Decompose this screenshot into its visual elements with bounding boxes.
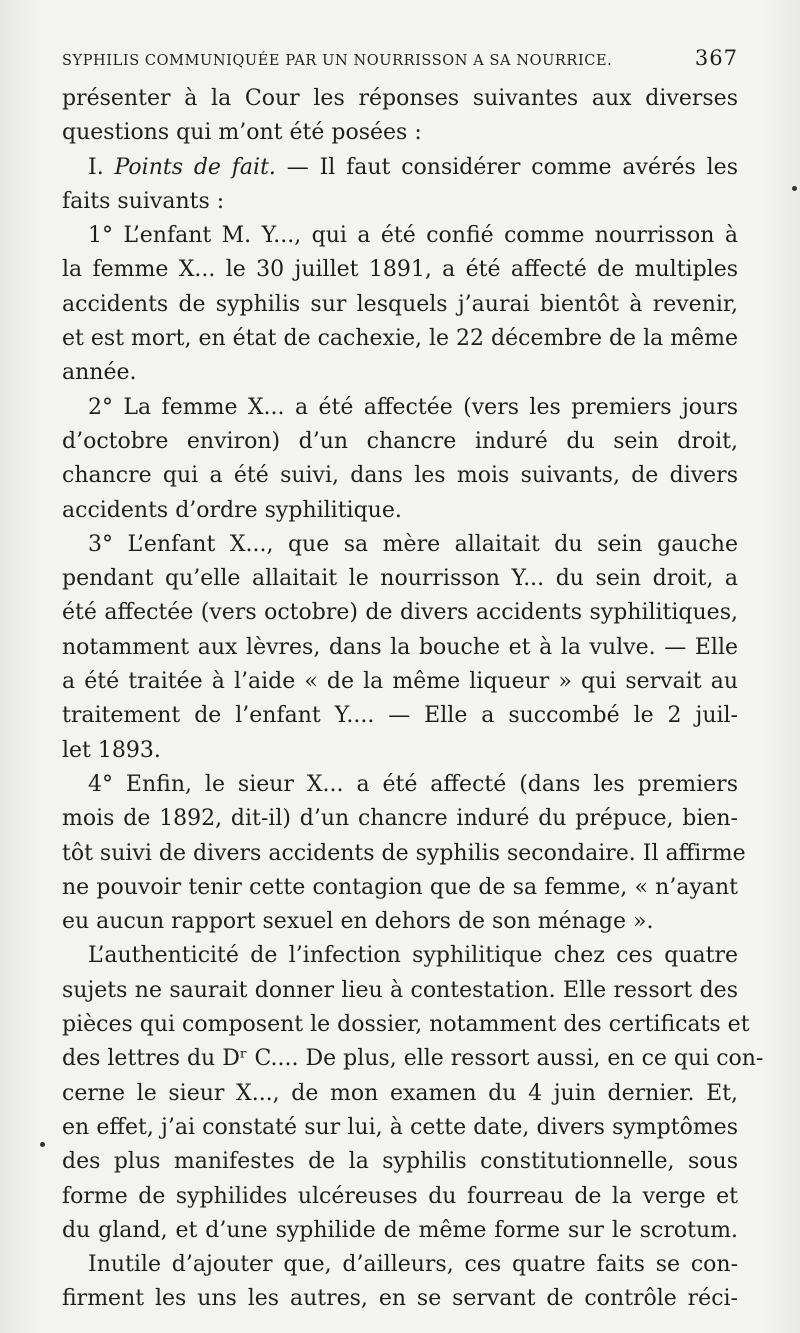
text-line: Inutile d’ajouter que, d’ailleurs, ces quatre faits se con- bbox=[88, 1252, 738, 1278]
text-line: traitement de l’enfant Y.... — Elle a succombé le 2 juil- bbox=[62, 703, 738, 729]
text-line: ne pouvoir tenir cette contagion que de sa femme, « n’ayant bbox=[62, 874, 738, 900]
text-line: du gland, et d’une syphilide de même forme sur le scrotum. bbox=[62, 1217, 738, 1243]
text-line: tôt suivi de divers accidents de syphilis secondaire. Il affirme bbox=[62, 840, 746, 866]
text-line: pièces qui composent le dossier, notamment des certificats et bbox=[62, 1012, 750, 1038]
body-text bbox=[62, 82, 764, 1317]
text-line: 3° L’enfant X..., que sa mère allaitait du sein gauche bbox=[88, 531, 738, 557]
text-line: chancre qui a été suivi, dans les mois suivants, de divers bbox=[62, 463, 738, 489]
text-line: des lettres du Dʳ C.... De plus, elle ressort aussi, en ce qui con- bbox=[62, 1046, 764, 1072]
text-line: L’authenticité de l’infection syphilitique chez ces quatre bbox=[88, 943, 738, 969]
text-line: été affectée (vers octobre) de divers accidents syphilitiques, bbox=[62, 600, 738, 626]
text-line: des plus manifestes de la syphilis constitutionnelle, sous bbox=[62, 1149, 738, 1175]
text-line: 4° Enfin, le sieur X... a été affecté (dans les premiers bbox=[88, 771, 738, 797]
text-line: année. bbox=[62, 360, 137, 386]
margin-mark-left bbox=[40, 1142, 45, 1147]
text-line: accidents d’ordre syphilitique. bbox=[62, 497, 402, 523]
text-line: mois de 1892, dit-il) d’un chancre induré du prépuce, bien- bbox=[62, 806, 738, 832]
text-line: 1° L’enfant M. Y..., qui a été confié comme nourrisson à bbox=[88, 223, 738, 249]
text-line: pendant qu’elle allaitait le nourrisson Y... du sein droit, a bbox=[62, 566, 738, 592]
margin-mark-right bbox=[792, 186, 797, 191]
text-line: firment les uns les autres, en se servant de contrôle réci- bbox=[62, 1286, 738, 1312]
text-line: la femme X... le 30 juillet 1891, a été affecté de multiples bbox=[62, 257, 738, 283]
text-line-suffix: — Il faut considérer comme avérés les bbox=[275, 154, 738, 180]
text-line: faits suivants : bbox=[62, 188, 225, 214]
text-line: cerne le sieur X..., de mon examen du 4 juin dernier. Et, bbox=[62, 1080, 738, 1106]
text-line: forme de syphilides ulcéreuses du fourreau de la verge et bbox=[62, 1183, 738, 1209]
text-line: et est mort, en état de cachexie, le 22 décembre de la même bbox=[62, 326, 738, 352]
text-line: questions qui m’ont été posées : bbox=[62, 120, 422, 146]
text-line: 2° La femme X... a été affectée (vers les premiers jours bbox=[88, 394, 738, 420]
page-number: 367 bbox=[694, 46, 738, 70]
text-line bbox=[62, 151, 738, 185]
running-header bbox=[62, 46, 738, 76]
text-line: eu aucun rapport sexuel en dehors de son ménage ». bbox=[62, 909, 654, 935]
text-line: notamment aux lèvres, dans la bouche et à la vulve. — Elle bbox=[62, 634, 738, 660]
text-line: présenter à la Cour les réponses suivantes aux diverses bbox=[62, 86, 738, 111]
text-line: sujets ne saurait donner lieu à contestation. Elle ressort des bbox=[62, 977, 738, 1003]
text-line: a été traitée à l’aide « de la même liqueur » qui servait au bbox=[62, 669, 738, 695]
text-line: en effet, j’ai constaté sur lui, à cette date, divers symptômes bbox=[62, 1114, 738, 1140]
section-heading-italic: Points de fait. bbox=[114, 154, 276, 180]
text-line: accidents de syphilis sur lesquels j’aurai bientôt à revenir, bbox=[62, 291, 738, 317]
running-title: SYPHILIS COMMUNIQUÉE PAR UN NOURRISSON A SA NOURRICE. bbox=[62, 53, 613, 69]
text-line: d’octobre environ) d’un chancre induré du sein droit, bbox=[62, 428, 738, 454]
text-line: let 1893. bbox=[62, 737, 161, 763]
text-line-prefix: I. bbox=[88, 154, 115, 180]
